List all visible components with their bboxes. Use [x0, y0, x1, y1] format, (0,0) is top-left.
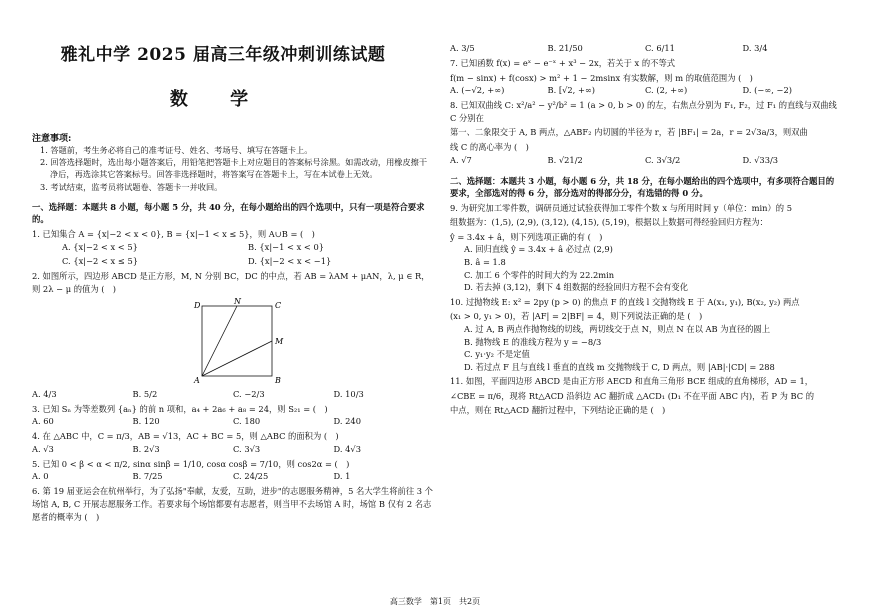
question-10-line-2: (x₁ > 0, y₁ > 0)，若 |AF| = 2|BF| = 4，则下列说法正确的是 ( ) — [450, 311, 703, 322]
q4-option-b: B. 2√3 — [132, 443, 160, 454]
q5-option-a: A. 0 — [32, 471, 49, 482]
question-8-line-1: 8. 已知双曲线 C: x²/a² − y²/b² = 1 (a > 0, b > 0) 的左，右焦点分别为 F₁, F₂，过 F₁ 的直线与双曲线 C 分别在 — [450, 100, 837, 123]
q2-option-c: C. −2/3 — [233, 388, 265, 399]
q9-option-a: A. 回归直线 ŷ = 3.4x + â 必过点 (2,9) — [464, 244, 613, 255]
question-10-line-1: 10. 过抛物线 E: x² = 2py (p > 0) 的焦点 F 的直线 l 交抛物线 E 于 A(x₁, y₁), B(x₂, y₂) 两点 — [450, 296, 800, 307]
q8-option-b: B. √21/2 — [547, 154, 583, 165]
q6-option-a: A. 3/5 — [450, 43, 475, 53]
q8-option-d: D. √33/3 — [742, 154, 779, 165]
question-3-options — [32, 415, 434, 428]
label-n: N — [234, 297, 241, 306]
q6-option-b: B. 21/50 — [547, 43, 583, 53]
question-4: 4. 在 △ABC 中，C = π/3，AB = √13，AC + BC = 5，则 △ABC 的面积为 ( ) — [32, 431, 339, 442]
q7-option-d: D. (−∞, −2) — [742, 85, 792, 96]
section-1-heading: 一、选择题：本题共 8 小题，每小题 5 分，共 40 分，在每小题给出的四个选项中，只有一项是符合要求的。 — [32, 201, 425, 225]
question-8-line-2: 第一、二象限交于 A, B 两点，△ABF₂ 内切圆的半径为 r，若 |BF₁| = 2a，r = 2√3a/3，则双曲 — [450, 127, 808, 138]
question-3: 3. 已知 Sₙ 为等差数列 {aₙ} 的前 n 项和，a₄ + 2a₆ + a₈ = 24，则 S₂₁ = ( ) — [32, 403, 328, 414]
question-1-options — [32, 240, 434, 268]
q8-option-c: C. 3√3/2 — [645, 154, 681, 165]
label-b: B — [275, 375, 281, 384]
q1-option-c: C. {x|−2 < x ≤ 5} — [62, 256, 139, 267]
label-c: C — [275, 300, 282, 310]
q7-option-a: A. (−√2, +∞) — [450, 85, 505, 96]
question-7-options — [450, 84, 840, 97]
question-8-line-3: 线 C 的离心率为 ( ) — [450, 141, 529, 152]
notice-heading: 注意事项: — [32, 134, 72, 144]
question-5: 5. 已知 0 < β < α < π/2, sinα sinβ = 1/10, cosα cosβ = 7/10，则 cos2α = ( ) — [32, 458, 350, 469]
q10-option-a: A. 过 A, B 两点作抛物线的切线，两切线交于点 N，则点 N 在以 AB 为直径的圆上 — [464, 323, 771, 334]
q7-option-b: B. [√2, +∞) — [547, 85, 596, 96]
q2-option-a: A. 4/3 — [32, 388, 57, 399]
notice-item-2: 2. 回答选择题时，选出每小题答案后，用铅笔把答题卡上对应题目的答案标号涂黑。如需改动，用橡皮擦干净后，再选涂其它答案标号。回答非选择题时，将答案写在答题卡上，写在本试卷上无效。 — [40, 157, 428, 180]
q3-option-a: A. 60 — [32, 416, 54, 427]
q3-option-d: D. 240 — [333, 416, 361, 427]
square-abcd — [202, 306, 272, 376]
right-column — [450, 42, 840, 417]
segment-an — [202, 306, 237, 376]
square-figure — [192, 298, 434, 388]
question-11-line-3: 中点，则在 Rt△ACD 翻折过程中，下列结论正确的是 ( ) — [450, 405, 666, 416]
label-d: D — [194, 300, 201, 310]
q10-option-c: C. y₁·y₂ 不是定值 — [464, 349, 530, 360]
q5-option-c: C. 24/25 — [233, 471, 269, 482]
page-footer: 高三数学 第1页 共2页 — [389, 597, 481, 606]
q3-option-b: B. 120 — [132, 416, 160, 427]
q5-option-b: B. 7/25 — [132, 471, 163, 482]
q1-option-b: B. {x|−1 < x < 0} — [248, 242, 325, 253]
question-9-line-3: ŷ = 3.4x + â，则下列选项正确的有 ( ) — [450, 231, 603, 242]
question-1: 1. 已知集合 A = {x|−2 < x < 0}, B = {x|−1 < x ≤ 5}，则 A∪B = ( ) — [32, 228, 315, 239]
question-9-line-2: 组数据为：(1,5), (2,9), (3,12), (4,15), (5,19)，根据以上数据可得经验回归方程为： — [450, 217, 768, 228]
q1-option-a: A. {x|−2 < x < 5} — [62, 242, 138, 253]
q9-option-d: D. 若去掉 (3,12)，剩下 4 组数据的经验回归方程不会有变化 — [464, 282, 689, 293]
question-11-line-1: 11. 如图，平面四边形 ABCD 是由正方形 AECD 和直角三角形 BCE 组成的直角梯形，AD = 1， — [450, 376, 814, 387]
question-7-line-1: 7. 已知函数 f(x) = eˣ − e⁻ˣ + x³ − 2x，若关于 x 的不等式 — [450, 58, 676, 68]
question-11-line-2: ∠CBE = π/6，现将 Rt△ACD 沿斜边 AC 翻折成 △ACD₁ (D₁ 不在平面 ABC 内)，若 P 为 BC 的 — [450, 390, 815, 401]
subject-title: 数 学 — [169, 89, 267, 110]
section-2-heading: 二、选择题：本题共 3 小题，每小题 6 分，共 18 分，在每小题给出的四个选项中，有多项符合题目的要求，全部选对的得 6 分，部分选对的得部分分，有选错的得 0 分。 — [450, 175, 835, 199]
notice-item-3: 3. 考试结束，监考员将试题卷、答题卡一并收回。 — [40, 181, 223, 192]
question-2-options — [32, 388, 434, 401]
question-5-options — [32, 470, 434, 483]
q5-option-d: D. 1 — [333, 471, 351, 482]
q10-option-b: B. 抛物线 E 的准线方程为 y = −8/3 — [464, 336, 602, 347]
q6-option-c: C. 6/11 — [645, 43, 675, 53]
question-6: 6. 第 19 届亚运会在杭州举行，为了弘扬"奉献，友爱，互助，进步"的志愿服务精神，5 名大学生将前往 3 个场馆 A, B, C 开展志愿服务工作。若要求每个场馆都要有志愿者，则当甲不去场馆 A 时，场馆 B 仅有 2 名志愿者的概率为 ( ) — [32, 486, 433, 522]
exam-title: 雅礼中学 2025 届高三年级冲刺训练试题 — [60, 45, 386, 65]
q7-option-c: C. (2, +∞) — [645, 85, 688, 96]
question-6-options — [450, 42, 840, 55]
question-4-options — [32, 443, 434, 456]
question-2: 2. 如图所示，四边形 ABCD 是正方形，M, N 分别 BC，DC 的中点，若 AB = λAM + μAN，λ, μ ∈ R，则 2λ − μ 的值为 ( ) — [32, 271, 430, 294]
question-9-line-1: 9. 为研究加工零件数，调研员通过试验获得加工零件个数 x 与所用时间 y（单位：min）的 5 — [450, 202, 793, 213]
q9-option-c: C. 加工 6 个零件的时间大约为 22.2min — [464, 269, 615, 280]
q1-option-d: D. {x|−2 < x < −1} — [248, 256, 332, 267]
question-7-line-2: f(m − sinx) + f(cosx) > m² + 1 − 2msinx 有实数解，则 m 的取值范围为 ( ) — [450, 72, 753, 83]
question-8-options — [450, 154, 840, 167]
q10-option-d: D. 若过点 F 且与直线 l 垂直的直线 m 交抛物线于 C, D 两点，则 |AB|·|CD| = 288 — [464, 361, 775, 372]
label-m: M — [275, 336, 284, 346]
notice-item-1: 1. 答题前，考生务必将自己的准考证号、姓名、考场号、填写在答题卡上。 — [40, 145, 313, 155]
segment-am — [202, 341, 272, 376]
q4-option-d: D. 4√3 — [333, 443, 361, 454]
left-column — [32, 40, 434, 523]
label-a: A — [194, 375, 200, 384]
q8-option-a: A. √7 — [450, 154, 472, 165]
q2-option-d: D. 10/3 — [333, 388, 364, 399]
q3-option-c: C. 180 — [233, 416, 261, 427]
q2-option-b: B. 5/2 — [132, 388, 158, 399]
q6-option-d: D. 3/4 — [742, 43, 768, 53]
q4-option-a: A. √3 — [32, 443, 54, 454]
q4-option-c: C. 3√3 — [233, 443, 261, 454]
q9-option-b: B. â = 1.8 — [464, 256, 506, 267]
